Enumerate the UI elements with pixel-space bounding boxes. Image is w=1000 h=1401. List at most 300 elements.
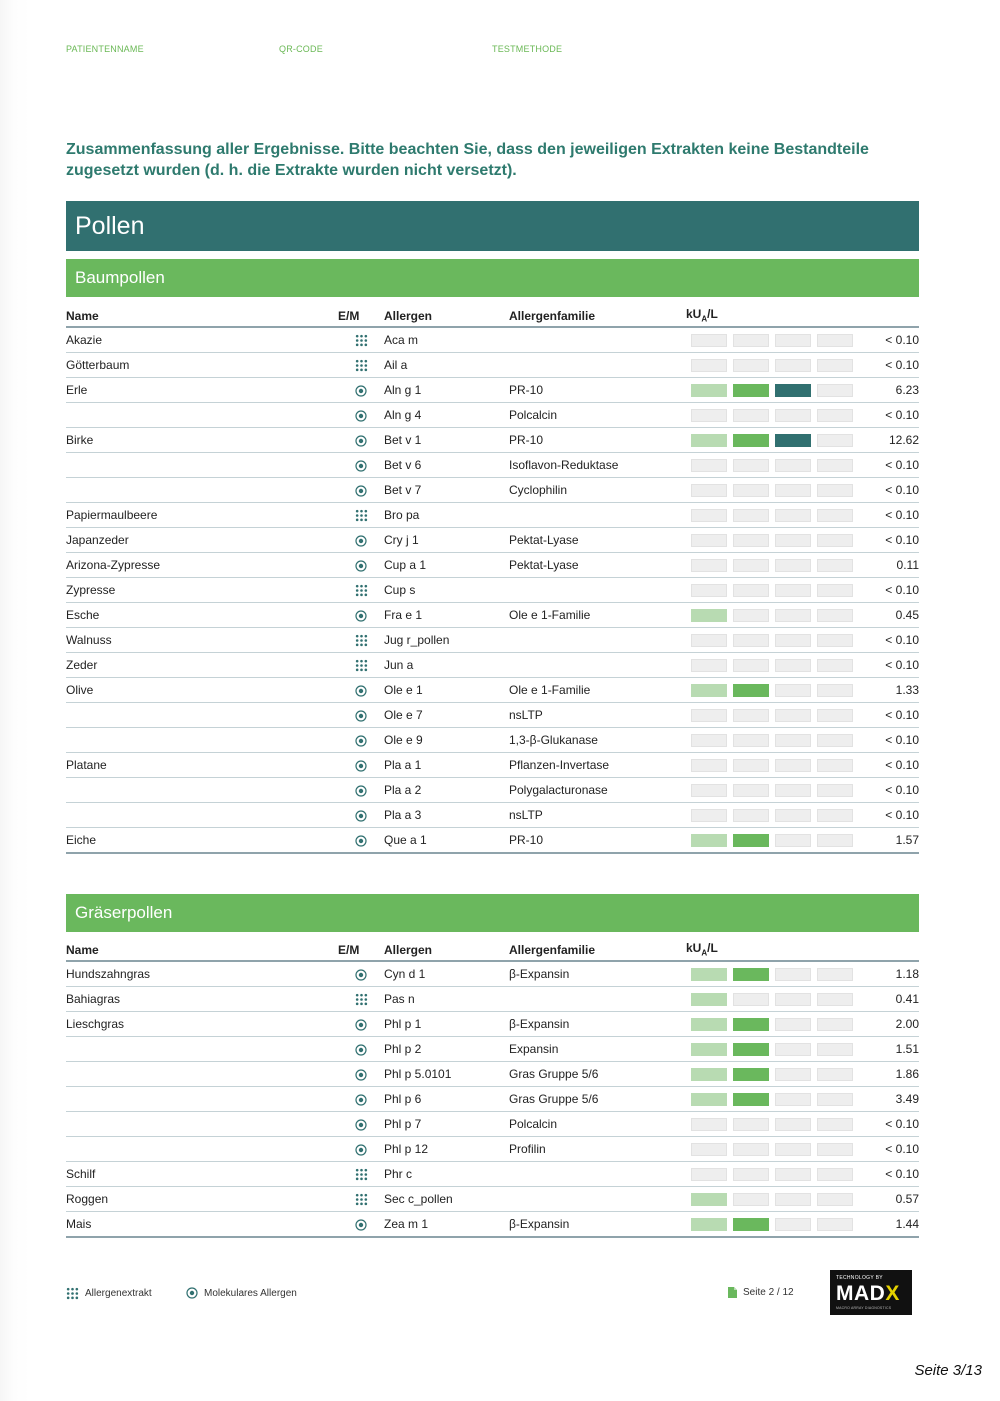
row-type [338,327,384,353]
row-type [338,628,384,653]
level-segment [733,409,769,422]
level-segment [775,509,811,522]
row-allergen: Cup a 1 [384,553,509,578]
table-row [66,553,919,578]
ringed-dot-icon [355,1094,367,1106]
level-segment [817,968,853,981]
row-allergen: Pla a 1 [384,753,509,778]
row-type [338,987,384,1012]
dot-grid-icon [355,584,368,597]
row-name [66,1137,338,1162]
level-segment [691,684,727,697]
row-level-bar [686,628,856,653]
table-header-row [66,933,919,961]
row-family [509,578,686,603]
row-level-bar [686,987,856,1012]
row-level-bar [686,403,856,428]
row-allergen: Bro pa [384,503,509,528]
level-segment [733,334,769,347]
table-row [66,961,919,987]
row-family: PR-10 [509,428,686,453]
row-name: Walnuss [66,628,338,653]
test-method-label: TESTMETHODE [492,44,563,54]
level-segment [733,1218,769,1231]
group-title: Baumpollen [66,259,919,297]
level-segment [817,1043,853,1056]
row-level-bar [686,503,856,528]
row-level-bar [686,1112,856,1137]
level-segment [817,1193,853,1206]
logo-bottom-text: MACRO ARRAY DIAGNOSTICS [836,1306,892,1310]
table-row [66,1012,919,1037]
row-allergen: Pas n [384,987,509,1012]
row-level-bar [686,453,856,478]
ringed-dot-icon [355,835,367,847]
row-level-bar [686,778,856,803]
table-row [66,603,919,628]
table-row [66,403,919,428]
row-level-bar [686,528,856,553]
row-level-bar [686,603,856,628]
level-segment [733,609,769,622]
level-segment [817,659,853,672]
row-level-bar [686,828,856,854]
row-level-bar [686,703,856,728]
row-value: 0.57 [856,1187,919,1212]
table-row [66,828,919,854]
ringed-dot-icon [355,435,367,447]
row-family: PR-10 [509,828,686,854]
page-indicator-label: Seite 2 / 12 [743,1287,794,1298]
level-segment [775,534,811,547]
row-value: < 0.10 [856,453,919,478]
row-allergen: Aca m [384,327,509,353]
table-row [66,1162,919,1187]
table-row [66,987,919,1012]
level-segment [817,1118,853,1131]
row-allergen: Ole e 7 [384,703,509,728]
row-type [338,403,384,428]
row-level-bar [686,803,856,828]
ringed-dot-icon [355,560,367,572]
level-segment [691,834,727,847]
row-name [66,803,338,828]
ringed-dot-icon [355,410,367,422]
row-value: < 0.10 [856,653,919,678]
level-segment [691,609,727,622]
row-name: Eiche [66,828,338,854]
legend-molecular-label: Molekulares Allergen [204,1287,297,1299]
level-segment [817,534,853,547]
level-segment [775,809,811,822]
results-table [66,933,919,1238]
unit-base: kU [686,306,702,321]
logo-brand-main: MAD [836,1282,886,1305]
table-row [66,1187,919,1212]
row-allergen: Cup s [384,578,509,603]
ringed-dot-icon [355,1219,367,1231]
page-number: Seite 3/13 [914,1362,982,1379]
qr-code-label: QR-CODE [279,44,323,54]
row-family: Pektat-Lyase [509,528,686,553]
row-family [509,327,686,353]
level-segment [733,784,769,797]
level-segment [817,459,853,472]
table-row [66,1087,919,1112]
level-segment [691,1018,727,1031]
row-family: nsLTP [509,803,686,828]
row-allergen: Cyn d 1 [384,961,509,987]
row-family: Polcalcin [509,403,686,428]
row-allergen: Phl p 7 [384,1112,509,1137]
table-row [66,478,919,503]
document-icon [728,1287,737,1298]
level-segment [733,484,769,497]
level-segment [817,834,853,847]
row-name: Lieschgras [66,1012,338,1037]
row-level-bar [686,378,856,403]
row-value: < 0.10 [856,327,919,353]
level-segment [817,409,853,422]
row-family: Ole e 1-Familie [509,603,686,628]
row-value: 1.51 [856,1037,919,1062]
section-title: Pollen [66,201,919,251]
level-segment [691,459,727,472]
level-segment [775,734,811,747]
row-type [338,1087,384,1112]
level-segment [691,784,727,797]
row-value: < 0.10 [856,628,919,653]
row-name [66,453,338,478]
row-allergen: Bet v 1 [384,428,509,453]
row-type [338,753,384,778]
level-segment [775,1218,811,1231]
row-level-bar [686,1012,856,1037]
level-segment [775,1193,811,1206]
level-segment [775,968,811,981]
level-segment [691,534,727,547]
ringed-dot-icon [355,710,367,722]
level-segment [733,509,769,522]
level-segment [775,1018,811,1031]
ringed-dot-icon [355,760,367,772]
patient-name-label: PATIENTENNAME [66,44,144,54]
level-segment [775,993,811,1006]
row-level-bar [686,678,856,703]
legend-molecular [186,1287,297,1299]
level-segment [733,1193,769,1206]
row-value: < 0.10 [856,1137,919,1162]
level-segment [775,334,811,347]
row-value: 1.86 [856,1062,919,1087]
row-level-bar [686,1212,856,1238]
level-segment [691,409,727,422]
level-segment [691,734,727,747]
level-segment [775,1093,811,1106]
row-level-bar [686,1162,856,1187]
level-segment [691,434,727,447]
table-row [66,578,919,603]
row-value: 0.41 [856,987,919,1012]
table-row [66,378,919,403]
ringed-dot-icon [355,385,367,397]
ringed-dot-icon [355,969,367,981]
level-segment [817,684,853,697]
row-value: 1.44 [856,1212,919,1238]
header-em: E/M [338,933,384,961]
dot-grid-icon [66,1287,79,1300]
level-segment [817,993,853,1006]
ringed-dot-icon [355,460,367,472]
level-segment [775,359,811,372]
row-name: Schilf [66,1162,338,1187]
ringed-dot-icon [355,1069,367,1081]
level-segment [733,834,769,847]
level-segment [691,484,727,497]
header-unit [686,933,856,961]
ringed-dot-icon [355,485,367,497]
level-segment [733,759,769,772]
table-row [66,1212,919,1238]
row-level-bar [686,428,856,453]
level-segment [691,384,727,397]
row-name: Olive [66,678,338,703]
level-segment [691,559,727,572]
row-value: < 0.10 [856,478,919,503]
row-family: Expansin [509,1037,686,1062]
level-segment [691,359,727,372]
level-segment [691,509,727,522]
row-name: Akazie [66,327,338,353]
row-family [509,353,686,378]
table-row [66,703,919,728]
row-family: Pektat-Lyase [509,553,686,578]
ringed-dot-icon [355,810,367,822]
row-level-bar [686,578,856,603]
logo-brand-x: X [885,1282,900,1305]
row-type [338,1162,384,1187]
level-segment [817,634,853,647]
level-segment [691,1118,727,1131]
ringed-dot-icon [355,735,367,747]
level-segment [775,1043,811,1056]
row-family: PR-10 [509,378,686,403]
table-row [66,753,919,778]
header-family: Allergenfamilie [509,299,686,327]
dot-grid-icon [355,1168,368,1181]
dot-grid-icon [355,334,368,347]
row-type [338,1137,384,1162]
row-value: < 0.10 [856,528,919,553]
level-segment [691,1043,727,1056]
level-segment [775,409,811,422]
level-segment [817,1068,853,1081]
ringed-dot-icon [355,1119,367,1131]
row-family [509,628,686,653]
level-segment [817,734,853,747]
level-segment [733,634,769,647]
level-segment [733,809,769,822]
row-type [338,1037,384,1062]
level-segment [817,384,853,397]
row-level-bar [686,478,856,503]
level-segment [817,1093,853,1106]
level-segment [775,659,811,672]
row-name [66,1062,338,1087]
level-segment [817,709,853,722]
row-allergen: Que a 1 [384,828,509,854]
level-segment [817,484,853,497]
ringed-dot-icon [355,1044,367,1056]
level-segment [691,1193,727,1206]
row-family: nsLTP [509,703,686,728]
row-type [338,803,384,828]
logo-top-text: TECHNOLOGY BY [836,1275,883,1281]
row-value: 1.57 [856,828,919,854]
row-name: Götterbaum [66,353,338,378]
row-family: Isoflavon-Reduktase [509,453,686,478]
row-value: 1.33 [856,678,919,703]
level-segment [775,459,811,472]
row-value: < 0.10 [856,503,919,528]
level-segment [817,784,853,797]
header-allergen: Allergen [384,299,509,327]
row-value: < 0.10 [856,1112,919,1137]
level-segment [817,434,853,447]
header-em: E/M [338,299,384,327]
level-segment [775,709,811,722]
row-type [338,728,384,753]
row-family [509,653,686,678]
level-segment [733,1143,769,1156]
row-name: Erle [66,378,338,403]
level-segment [775,559,811,572]
row-level-bar [686,961,856,987]
level-segment [733,1068,769,1081]
row-type [338,653,384,678]
row-level-bar [686,553,856,578]
row-level-bar [686,728,856,753]
dot-grid-icon [355,1193,368,1206]
unit-sub: A [701,948,708,957]
unit-tail: /L [707,940,718,955]
row-family: Pflanzen-Invertase [509,753,686,778]
table-row [66,528,919,553]
row-type [338,378,384,403]
level-segment [817,609,853,622]
row-name [66,1112,338,1137]
row-allergen: Phl p 5.0101 [384,1062,509,1087]
group-title: Gräserpollen [66,894,919,932]
level-segment [733,684,769,697]
row-name: Zeder [66,653,338,678]
row-name: Mais [66,1212,338,1238]
row-type [338,478,384,503]
row-type [338,1112,384,1137]
ringed-dot-icon [355,610,367,622]
table-row [66,803,919,828]
level-segment [733,384,769,397]
level-segment [775,434,811,447]
row-type [338,961,384,987]
row-allergen: Aln g 4 [384,403,509,428]
level-segment [775,584,811,597]
row-allergen: Phl p 2 [384,1037,509,1062]
level-segment [817,1218,853,1231]
row-family: β-Expansin [509,961,686,987]
row-value: 6.23 [856,378,919,403]
level-segment [691,968,727,981]
row-level-bar [686,1037,856,1062]
row-level-bar [686,1187,856,1212]
row-name [66,478,338,503]
row-name: Esche [66,603,338,628]
row-value: 12.62 [856,428,919,453]
row-value: 0.11 [856,553,919,578]
row-name: Papiermaulbeere [66,503,338,528]
row-family [509,503,686,528]
row-family: Ole e 1-Familie [509,678,686,703]
header-value [856,933,919,961]
row-type [338,353,384,378]
level-segment [733,1168,769,1181]
row-name [66,728,338,753]
level-segment [691,809,727,822]
row-type [338,553,384,578]
level-segment [817,809,853,822]
table-row [66,778,919,803]
header-unit [686,299,856,327]
level-segment [691,1068,727,1081]
unit-sub: A [701,314,708,323]
level-segment [733,534,769,547]
header-name: Name [66,299,338,327]
row-name [66,403,338,428]
row-type [338,1212,384,1238]
row-level-bar [686,353,856,378]
level-segment [733,1018,769,1031]
level-segment [817,559,853,572]
dot-grid-icon [355,634,368,647]
row-type [338,503,384,528]
row-allergen: Ole e 9 [384,728,509,753]
row-level-bar [686,1137,856,1162]
madx-logo [830,1270,912,1315]
dot-grid-icon [355,359,368,372]
level-segment [817,1168,853,1181]
level-segment [733,434,769,447]
header-name: Name [66,933,338,961]
row-value: 2.00 [856,1012,919,1037]
level-segment [733,734,769,747]
row-type [338,703,384,728]
level-segment [691,759,727,772]
row-name: Arizona-Zypresse [66,553,338,578]
header-allergen: Allergen [384,933,509,961]
level-segment [691,709,727,722]
row-family: Cyclophilin [509,478,686,503]
unit-base: kU [686,940,702,955]
level-segment [733,1093,769,1106]
row-name [66,703,338,728]
row-value: < 0.10 [856,728,919,753]
level-segment [775,759,811,772]
row-name: Bahiagras [66,987,338,1012]
row-type [338,428,384,453]
row-name: Platane [66,753,338,778]
results-table [66,299,919,854]
row-level-bar [686,653,856,678]
